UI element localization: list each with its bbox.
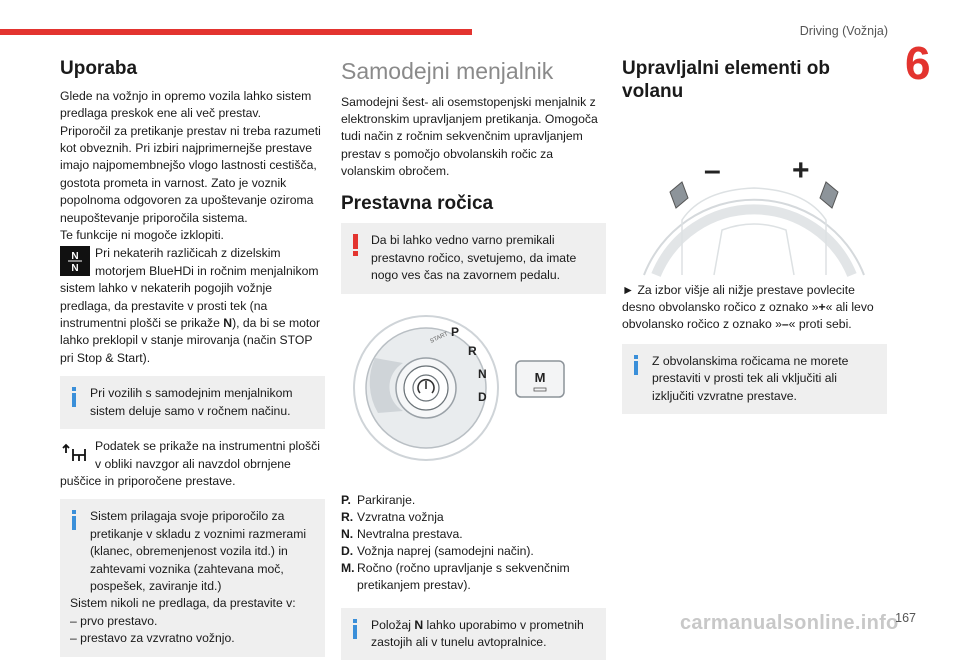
legend-key: P. bbox=[341, 492, 351, 507]
warning-note-text: Da bi lahko vedno varno premikali prestavno ročico, svetujemo, da imate nogo ves čas na zavornem pedalu. bbox=[371, 233, 577, 283]
manual-button-label: M bbox=[534, 369, 546, 385]
info-note-paddles bbox=[622, 344, 887, 414]
selector-letter-d: D bbox=[478, 389, 487, 404]
info-icon bbox=[72, 510, 76, 530]
neutral-text-a: Pri nekaterih različicah z dizelskim motorjem BlueHDi in ročnim menjalnikom sistem lahko v nekaterih pogojih vožnje predlaga, da prestavite v prosti tek (na instrumentni plošči se prikaže bbox=[60, 246, 319, 331]
paddle-minus-label: – bbox=[704, 153, 721, 187]
neutral-indicator-icon bbox=[60, 246, 90, 276]
paddle-instruction: ► Za izbor višje ali nižje prestave povlecite desno obvolansko ročico z oznako »+« ali levo obvolansko ročico z oznako »–« proti sebi. bbox=[622, 282, 874, 332]
steering-paddles-illustration bbox=[622, 110, 887, 280]
info-note-paddles-text: Z obvolanskima ročicama ne morete prestaviti v prosti tek ali vključiti ali izključiti vzvratne prestave. bbox=[652, 353, 849, 403]
header-accent-bar bbox=[0, 29, 472, 35]
header-title: Driving (Vožnja) bbox=[799, 24, 888, 38]
legend-row bbox=[341, 543, 606, 560]
info-note-2-line2: Sistem nikoli ne predlaga, da prestavite v: bbox=[70, 596, 296, 611]
gear-indicator-text: Podatek se prikaže na instrumentni plošči v obliki navzgor ali navzdol obrnjene puščice in priporočene prestave. bbox=[60, 439, 320, 488]
warning-icon bbox=[353, 234, 358, 256]
selector-start-label: START bbox=[429, 330, 450, 345]
legend-row bbox=[341, 492, 606, 509]
automatic-intro: Samodejni šest- ali osemstopenjski menjalnik z elektronskim upravljanjem pretikanja. Omogoča tudi način z ročnim sekvenčnim upravljanjem prestav s pomočjo obvolanskih ročic za volanskim obročem. bbox=[341, 94, 598, 179]
selector-legend bbox=[341, 492, 606, 594]
legend-text: Vzvratna vožnja bbox=[357, 509, 444, 524]
info-note-2-item2: – prestavo za vzvratno vožnjo. bbox=[70, 631, 235, 646]
legend-key: N. bbox=[341, 526, 354, 541]
legend-key: R. bbox=[341, 509, 354, 524]
page-number: 167 bbox=[895, 611, 916, 625]
info-icon bbox=[72, 387, 76, 407]
neutral-note-b: lahko uporabimo v prometnih zastojih ali v tunelu avtopralnice. bbox=[371, 617, 584, 650]
neutral-paragraph bbox=[60, 245, 325, 367]
info-note-2-item1: – prvo prestavo. bbox=[70, 613, 158, 628]
legend-row bbox=[341, 526, 606, 543]
selector-letter-r: R bbox=[468, 343, 477, 358]
info-note-adaptive bbox=[60, 499, 325, 656]
info-note-automatic bbox=[60, 376, 325, 429]
neutral-note-a: Položaj bbox=[371, 617, 415, 632]
column-usage bbox=[60, 58, 325, 666]
info-note-neutral bbox=[341, 608, 606, 661]
selector-letter-n: N bbox=[478, 366, 487, 381]
legend-text: Vožnja naprej (samodejni način). bbox=[357, 543, 534, 558]
legend-text: Nevtralna prestava. bbox=[357, 526, 463, 541]
info-icon bbox=[353, 619, 357, 639]
section-title-steering: Upravljalni elementi ob volanu bbox=[622, 58, 830, 102]
gear-shift-arrow-icon bbox=[60, 439, 90, 469]
neutral-note-bold: N bbox=[414, 617, 424, 632]
usage-intro: Glede na vožnjo in opremo vozila lahko sistem predlaga preskok ene ali več prestav. bbox=[60, 88, 312, 121]
column-steering-controls bbox=[622, 58, 887, 423]
subsection-title-selector: Prestavna ročica bbox=[341, 192, 494, 214]
footer-watermark-url: carmanualsonline.info bbox=[680, 612, 899, 634]
neutral-text-bold: N bbox=[223, 316, 233, 331]
column-automatic-gearbox bbox=[341, 58, 606, 669]
legend-text: Ročno (ročno upravljanje s sekvenčnim pretikanjem prestav). bbox=[357, 560, 570, 592]
usage-paragraph-2: Priporočil za pretikanje prestav ni treba razumeti kot obveznih. Pri izbiri najprimernejše prestave imajo najpomembnejšo vlogo lastnosti cestišča, gostota prometa in varnost. Zato je voznik popolnoma odgovoren za upoštevanje oziroma neupoštevanje priporočila sistema. bbox=[60, 123, 321, 225]
legend-text: Parkiranje. bbox=[357, 492, 416, 507]
info-icon bbox=[634, 355, 638, 375]
neutral-text-b: ), da bi se motor lahko preklopil v stanje mirovanja (način STOP pri Stop & Start). bbox=[60, 316, 321, 365]
gear-selector-illustration bbox=[341, 303, 606, 478]
legend-row bbox=[341, 509, 606, 526]
gear-indicator-paragraph bbox=[60, 438, 325, 490]
warning-note-brake bbox=[341, 223, 606, 293]
info-note-2-line1: Sistem prilagaja svoje priporočilo za pretikanje v skladu z voznimi razmerami (klanec, obremenjenost vozila itd.) in zahtevami voznika (zahtevana moč, pospešek, zaviranje itd.) bbox=[90, 509, 307, 593]
legend-key: M. bbox=[341, 560, 355, 575]
selector-letter-p: P bbox=[451, 324, 460, 339]
section-title-usage: Uporaba bbox=[60, 58, 138, 79]
info-note-text: Pri vozilih s samodejnim menjalnikom sistem deluje samo v ročnem načinu. bbox=[90, 386, 293, 418]
chapter-number: 6 bbox=[905, 37, 931, 89]
svg-text:N: N bbox=[71, 263, 79, 275]
legend-row bbox=[341, 560, 606, 594]
paddle-plus-label: + bbox=[792, 153, 810, 187]
svg-text:N: N bbox=[71, 251, 79, 263]
legend-key: D. bbox=[341, 543, 354, 558]
section-title-automatic: Samodejni menjalnik bbox=[341, 58, 554, 84]
usage-paragraph-3: Te funkcije ni mogoče izklopiti. bbox=[60, 228, 224, 243]
